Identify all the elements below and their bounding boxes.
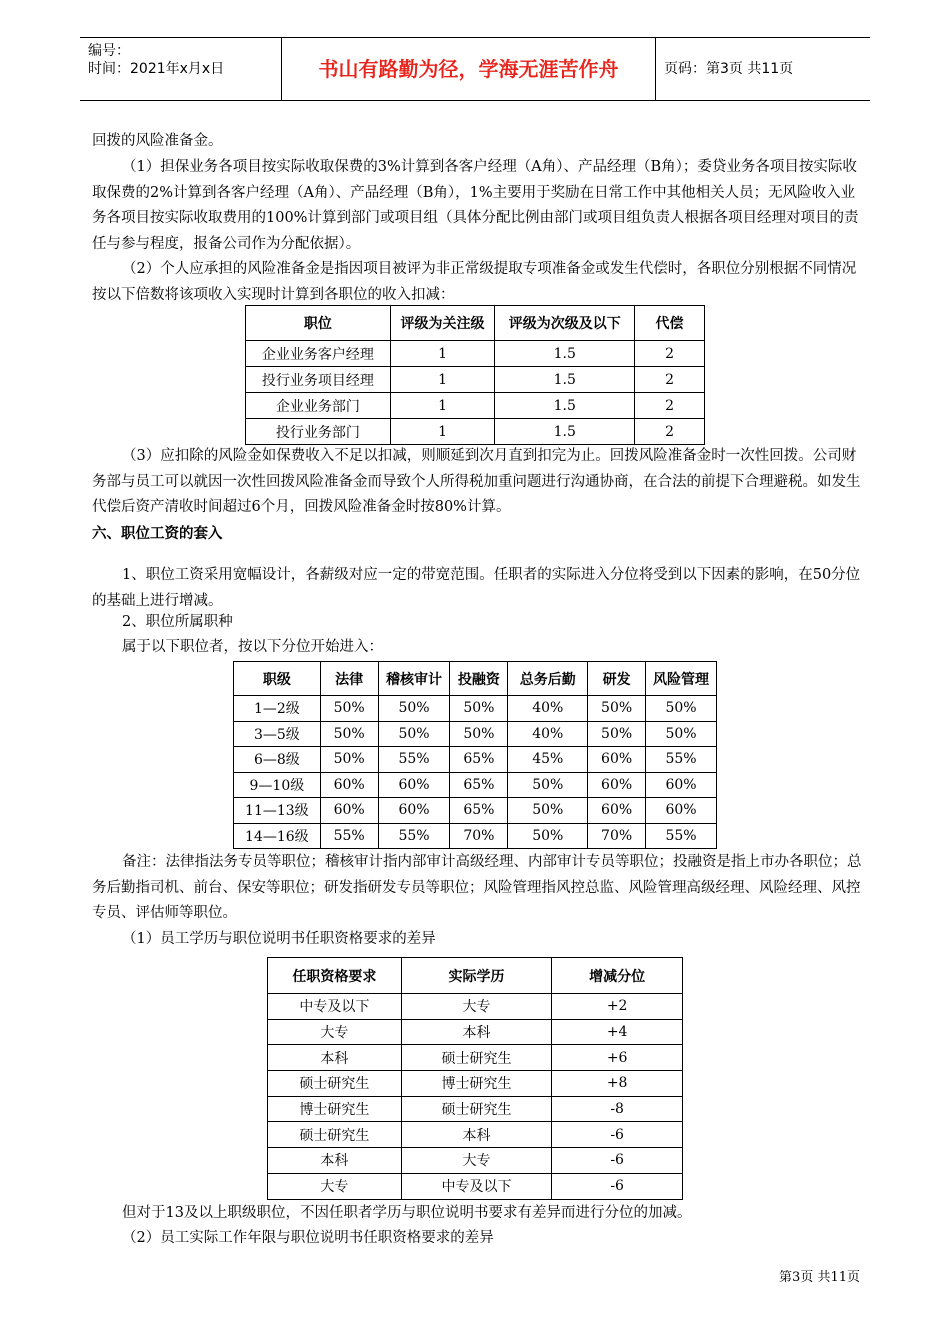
- table-header: 风险管理: [646, 662, 717, 696]
- header-meta: [88, 42, 224, 78]
- table-cell: 本科: [268, 1045, 402, 1071]
- header-motto: 书山有路勤为径，学海无涯苦作舟: [281, 38, 656, 100]
- table-cell: 1: [390, 419, 495, 445]
- header-page-info: 页码：第3页 共11页: [664, 61, 794, 77]
- page-header: [80, 37, 870, 101]
- table-row: [268, 1071, 683, 1097]
- table-cell: 1—2级: [234, 696, 321, 722]
- table-cell: 55%: [646, 747, 717, 773]
- table-header: 评级为次级及以下: [495, 306, 635, 341]
- table-cell: 50%: [378, 721, 450, 747]
- table-cell: 50%: [646, 696, 717, 722]
- table-cell: 1: [390, 341, 495, 367]
- table-row: [246, 367, 705, 393]
- table-cell: 50%: [378, 696, 450, 722]
- table-cell: 1.5: [495, 367, 635, 393]
- table-cell: 55%: [378, 823, 450, 849]
- table-cell: 60%: [378, 798, 450, 824]
- table-cell: 60%: [588, 747, 646, 773]
- table-cell: 55%: [378, 747, 450, 773]
- table-cell: 50%: [588, 696, 646, 722]
- table-cell: +6: [552, 1045, 683, 1071]
- table-cell: 60%: [320, 798, 378, 824]
- section-heading: 六、职位工资的套入: [92, 526, 223, 542]
- paragraph: （2）个人应承担的风险准备金是指因项目被评为非正常级提取专项准备金或发生代偿时，各职位分别根据不同情况按以下倍数将该项收入实现时计算到各职位的收入扣减：: [92, 261, 857, 303]
- table-cell: 50%: [320, 696, 378, 722]
- table-cell: 60%: [646, 798, 717, 824]
- table-cell: 60%: [378, 772, 450, 798]
- table-row: [234, 696, 717, 722]
- table-row: [234, 721, 717, 747]
- table-cell: 硕士研究生: [268, 1122, 402, 1148]
- position-band-table: [233, 661, 717, 849]
- table-cell: 50%: [320, 747, 378, 773]
- table-cell: 本科: [401, 1122, 552, 1148]
- table-header: 法律: [320, 662, 378, 696]
- paragraph: 备注：法律指法务专员等职位；稽核审计指内部审计高级经理、内部审计专员等职位；投融资是指上市办各职位；总务后勤指司机、前台、保安等职位；研发指研发专员等职位；风险管理指风控总监、风险管理高级经理、风险经理、风控专员、评估师等职位。: [92, 854, 862, 921]
- table-row: [268, 1173, 683, 1199]
- paragraph: 但对于13及以上职级职位，不因任职者学历与职位说明书要求有差异而进行分位的加减。: [122, 1205, 692, 1221]
- table-cell: 40%: [508, 696, 588, 722]
- table-header: 评级为关注级: [390, 306, 495, 341]
- table-cell: 70%: [450, 823, 508, 849]
- table-cell: 大专: [268, 1019, 402, 1045]
- table-cell: 大专: [401, 1148, 552, 1174]
- table-row: [234, 798, 717, 824]
- table-cell: +2: [552, 994, 683, 1020]
- table-row: [268, 1019, 683, 1045]
- table-row: [268, 1096, 683, 1122]
- table-cell: 70%: [588, 823, 646, 849]
- table-cell: 65%: [450, 772, 508, 798]
- table-cell: -6: [552, 1148, 683, 1174]
- paragraph: 回拨的风险准备金。: [92, 133, 223, 149]
- table-cell: 大专: [268, 1173, 402, 1199]
- paragraph: 属于以下职位者，按以下分位开始进入：: [122, 639, 383, 655]
- table-cell: 2: [635, 341, 705, 367]
- table-cell: 50%: [588, 721, 646, 747]
- table-cell: 大专: [401, 994, 552, 1020]
- table-cell: 1.5: [495, 419, 635, 445]
- table-cell: 60%: [588, 798, 646, 824]
- table-row: [234, 747, 717, 773]
- page-footer: 第3页 共11页: [779, 1270, 860, 1285]
- table-cell: +4: [552, 1019, 683, 1045]
- table-cell: 1: [390, 393, 495, 419]
- table-cell: 投行业务项目经理: [246, 367, 391, 393]
- table-row: [246, 393, 705, 419]
- table-cell: 本科: [401, 1019, 552, 1045]
- table-cell: 45%: [508, 747, 588, 773]
- paragraph: （1）担保业务各项目按实际收取保费的3%计算到各客户经理（A角）、产品经理（B角）；委贷业务各项目按实际收取保费的2%计算到各客户经理（A角）、产品经理（B角），1%主要用于奖励在日常工作中其他相关人员；无风险收入业务各项目按实际收取费用的100%计算到部门或项目组（具体分配比例由部门或项目组负责人根据各项目经理对项目的责任与参与程度，报备公司作为分配依据）。: [92, 159, 859, 252]
- table-cell: 硕士研究生: [401, 1045, 552, 1071]
- table-row: [268, 994, 683, 1020]
- table-cell: 中专及以下: [268, 994, 402, 1020]
- table-cell: 投行业务部门: [246, 419, 391, 445]
- table-cell: 企业业务客户经理: [246, 341, 391, 367]
- table-cell: 硕士研究生: [401, 1096, 552, 1122]
- table-cell: -8: [552, 1096, 683, 1122]
- paragraph: （1）员工学历与职位说明书任职资格要求的差异: [122, 931, 436, 947]
- table-cell: 55%: [320, 823, 378, 849]
- table-cell: 50%: [320, 721, 378, 747]
- table-cell: 2: [635, 367, 705, 393]
- table-cell: 3—5级: [234, 721, 321, 747]
- table-cell: 硕士研究生: [268, 1071, 402, 1097]
- table-cell: 50%: [646, 721, 717, 747]
- paragraph: （2）员工实际工作年限与职位说明书任职资格要求的差异: [122, 1230, 494, 1246]
- table-cell: 60%: [320, 772, 378, 798]
- table-cell: 企业业务部门: [246, 393, 391, 419]
- table-row: [234, 772, 717, 798]
- table-cell: 14—16级: [234, 823, 321, 849]
- education-gap-table: [267, 957, 683, 1200]
- table-cell: 2: [635, 393, 705, 419]
- table-cell: 60%: [588, 772, 646, 798]
- table-header: 职位: [246, 306, 391, 341]
- table-cell: 50%: [450, 721, 508, 747]
- table-header: 代偿: [635, 306, 705, 341]
- table-header: 任职资格要求: [268, 958, 402, 994]
- table-row: [234, 823, 717, 849]
- table-header: 增减分位: [552, 958, 683, 994]
- table-cell: 60%: [646, 772, 717, 798]
- table-cell: 博士研究生: [401, 1071, 552, 1097]
- table-header: 职级: [234, 662, 321, 696]
- table-row: [268, 1148, 683, 1174]
- table-cell: 65%: [450, 747, 508, 773]
- risk-deduction-table: [245, 305, 705, 445]
- table-cell: +8: [552, 1071, 683, 1097]
- paragraph: （3）应扣除的风险金如保费收入不足以扣减，则顺延到次月直到扣完为止。回拨风险准备金时一次性回拨。公司财务部与员工可以就因一次性回拨风险准备金而导致个人所得税加重问题进行沟通协商，在合法的前提下合理避税。如发生代偿后资产清收时间超过6个月，回拨风险准备金时按80%计算。: [92, 448, 861, 515]
- table-cell: -6: [552, 1122, 683, 1148]
- header-number: 编号：: [88, 43, 130, 59]
- table-row: [268, 1045, 683, 1071]
- table-header: 研发: [588, 662, 646, 696]
- table-cell: 博士研究生: [268, 1096, 402, 1122]
- table-row: [246, 419, 705, 445]
- table-row: [268, 1122, 683, 1148]
- table-cell: 50%: [508, 823, 588, 849]
- table-cell: 40%: [508, 721, 588, 747]
- table-cell: 本科: [268, 1148, 402, 1174]
- table-header: 投融资: [450, 662, 508, 696]
- table-cell: 2: [635, 419, 705, 445]
- table-cell: 1: [390, 367, 495, 393]
- table-header: 实际学历: [401, 958, 552, 994]
- table-cell: 11—13级: [234, 798, 321, 824]
- paragraph: 1、职位工资采用宽幅设计，各薪级对应一定的带宽范围。任职者的实际进入分位将受到以下因素的影响，在50分位的基础上进行增减。: [92, 567, 861, 609]
- table-cell: 中专及以下: [401, 1173, 552, 1199]
- table-row: [246, 341, 705, 367]
- table-cell: 50%: [508, 798, 588, 824]
- table-cell: -6: [552, 1173, 683, 1199]
- table-cell: 6—8级: [234, 747, 321, 773]
- table-header: 稽核审计: [378, 662, 450, 696]
- header-time: 时间：2021年x月x日: [88, 61, 225, 77]
- table-cell: 50%: [450, 696, 508, 722]
- table-header: 总务后勤: [508, 662, 588, 696]
- table-cell: 1.5: [495, 341, 635, 367]
- table-cell: 65%: [450, 798, 508, 824]
- table-cell: 1.5: [495, 393, 635, 419]
- paragraph: 2、职位所属职种: [122, 614, 233, 630]
- table-cell: 55%: [646, 823, 717, 849]
- table-cell: 50%: [508, 772, 588, 798]
- table-cell: 9—10级: [234, 772, 321, 798]
